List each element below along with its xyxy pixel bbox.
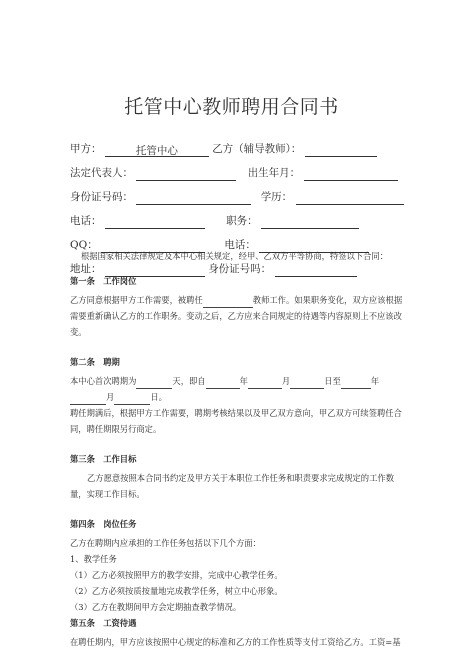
post-blank <box>203 297 253 308</box>
address-label: 地址： <box>70 263 102 275</box>
id-label: 身份证号码： <box>70 191 133 203</box>
article-4-item-1: （1）乙方必须按照甲方的教学安排，完成中心教学任务。 <box>70 570 283 580</box>
article-4-item-3: （3）乙方在教期间甲方会定期抽查教学情况。 <box>70 602 242 612</box>
article-2-heading: 第二条 聘期 <box>70 357 120 367</box>
article-1-heading: 第一条 工作岗位 <box>70 276 137 286</box>
field-row-party <box>70 141 430 165</box>
legal-rep-blank <box>136 167 236 181</box>
phone-blank <box>105 215 205 229</box>
legal-rep-label: 法定代表人： <box>70 167 133 179</box>
education-blank <box>296 191 404 205</box>
contract-body <box>70 248 405 650</box>
article-2-text-e: 日至 <box>324 376 341 386</box>
start-year-blank <box>206 378 240 389</box>
birth-blank <box>304 167 398 181</box>
article-2-line-1 <box>70 373 405 389</box>
article-2-text-g: 月 <box>106 392 115 402</box>
article-5-heading: 第五条 工资待遇 <box>70 618 137 628</box>
article-2-text-a: 本中心首次聘期为 <box>70 376 137 386</box>
article-4-item-2: （2）乙方必须按质按量地完成教学任务，树立中心形象。 <box>70 586 283 596</box>
article-2-text-d: 月 <box>281 376 291 386</box>
article-2-text-b: 天，即自 <box>172 376 206 386</box>
article-1-text-a: 乙方同意根据甲方工作需要，被聘任 <box>70 295 203 305</box>
article-4-heading: 第四条 岗位任务 <box>70 519 137 529</box>
article-2-text-c: 年 <box>239 376 248 386</box>
end-year-blank <box>341 378 371 389</box>
field-row-id <box>70 189 430 213</box>
qq-label: QQ： <box>70 239 98 251</box>
id-blank <box>136 191 251 205</box>
id2-label: 身份证号吗： <box>208 263 272 275</box>
article-1-text <box>70 292 405 340</box>
party-a-label: 甲方： <box>70 143 102 155</box>
article-4-item-head: 1、教学任务 <box>70 554 117 564</box>
article-3-heading: 第三条 工作目标 <box>70 454 137 464</box>
page-title: 托管中心教师聘用合同书 <box>124 96 339 118</box>
article-5-text: 在聘任期内，甲方应该按照中心规定的标准和乙方的工作性质等支付工资给乙方。工资=基 <box>70 637 401 647</box>
end-month-blank <box>70 394 106 405</box>
article-2-text: 聘任期满后，根据甲方工作需要，聘期考核结果以及甲乙双方意向，甲乙双方可续签聘任合同，聘任期限另行商定。 <box>70 408 402 434</box>
article-4-intro: 乙方在聘期内应承担的工作任务包括以下几个方面： <box>70 538 261 548</box>
birth-label: 出生年月： <box>247 167 301 179</box>
days-blank <box>136 378 172 389</box>
article-3-text: 乙方愿意按照本合同书约定及甲方关于本职位工作任务和职责要求完成规定的工作数量，实现工作目标。 <box>70 473 394 499</box>
article-2-text-f: 年 <box>370 376 380 386</box>
position-blank <box>261 215 359 229</box>
phone-label: 电话： <box>70 215 102 227</box>
start-day-blank <box>290 378 324 389</box>
party-a-value: 托管中心 <box>105 143 209 157</box>
party-b-blank <box>305 143 377 157</box>
field-row-legal-rep <box>70 165 430 189</box>
article-2-line-2 <box>70 389 405 405</box>
education-label: 学历： <box>260 191 293 203</box>
position-label: 职务： <box>226 215 258 227</box>
end-day-blank <box>114 394 150 405</box>
party-b-label: 乙方（辅导教师）： <box>212 143 302 155</box>
field-row-phone <box>70 213 430 237</box>
start-month-blank <box>248 378 282 389</box>
intro-paragraph: 根据国家相关法律规定及本中心相关规定，经甲、乙双方平等协商，特签以下合同： <box>81 251 388 261</box>
article-1-text-b: 教师工作。如果职务变化，双方应该根据需要重新确认乙方的工作职务。变动之后，乙方应来合同规定的待遇等内容原则上不应该改变。 <box>70 295 403 337</box>
article-2-text-h: 日。 <box>150 392 167 402</box>
phone2-label: 电话： <box>224 239 256 251</box>
